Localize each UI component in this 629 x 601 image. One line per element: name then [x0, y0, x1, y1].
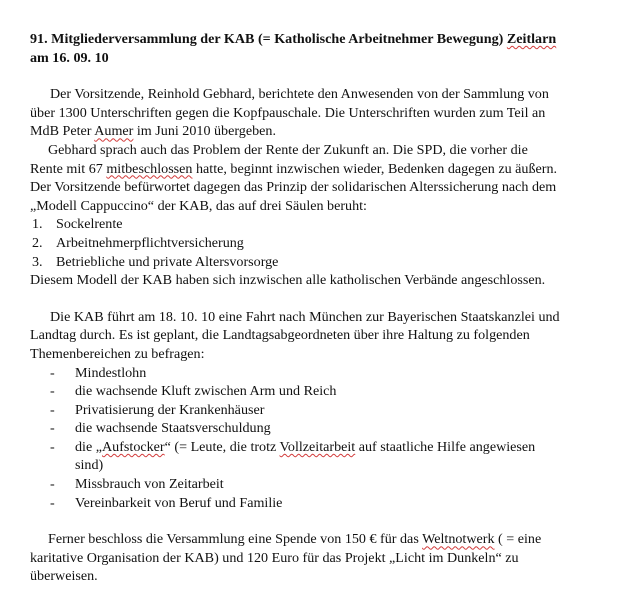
p4-line: überweisen.	[30, 568, 98, 585]
paragraph-trip	[30, 308, 599, 513]
p4-line: Ferner beschloss die Versammlung eine Spende von 150 € für das Weltnotwerk ( = eine	[48, 531, 542, 548]
list-item: - die „Aufstocker“ (= Leute, die trotz Vollzeitarbeit auf staatliche Hilfe angewiesen sind)	[50, 438, 536, 474]
p2-line: Rente mit 67 mitbeschlossen hatte, beginnt inzwischen wieder, Bedenken dagegen zu äußern.	[30, 160, 558, 177]
p2-line: „Modell Cappuccino“ der KAB, das auf drei Säulen beruht:	[30, 197, 367, 214]
list-item: - die wachsende Kluft zwischen Arm und Reich	[50, 383, 337, 400]
list-item: 2. Arbeitnehmerpflichtversicherung	[32, 234, 244, 251]
list-item: 1. Sockelrente	[32, 216, 123, 233]
list-item: - Vereinbarkeit von Beruf und Familie	[50, 494, 283, 511]
p2-line: Diesem Modell der KAB haben sich inzwischen alle katholischen Verbände angeschlossen.	[30, 272, 546, 289]
paragraph-pension	[30, 141, 599, 290]
word-aufstocker: Aufstocker	[102, 438, 165, 455]
p3-line: Themenbereichen zu befragen:	[30, 345, 205, 362]
spacer	[30, 290, 599, 308]
list-item: - Mindestlohn	[50, 364, 147, 381]
word-mitbeschlossen: mitbeschlossen	[106, 160, 193, 177]
name-aumer: Aumer	[94, 123, 134, 140]
p2-line: Gebhard sprach auch das Problem der Rente der Zukunft an. Die SPD, die vorher die	[48, 141, 528, 158]
list-item: - Privatisierung der Krankenhäuser	[50, 401, 265, 418]
document-date: am 16. 09. 10	[30, 49, 109, 66]
list-item: - Missbrauch von Zeitarbeit	[50, 476, 224, 493]
p1-line: über 1300 Unterschriften gegen die Kopfpauschale. Die Unterschriften wurden zum Teil an	[30, 104, 546, 121]
list-item: 3. Betriebliche und private Altersvorsorge	[32, 253, 279, 270]
p3-line: Die KAB führt am 18. 10. 10 eine Fahrt nach München zur Bayerischen Staatskanzlei und	[50, 308, 560, 325]
pillars-list	[30, 215, 599, 271]
word-vollzeitarbeit: Vollzeitarbeit	[279, 438, 356, 455]
p2-line: Der Vorsitzende befürwortet dagegen das Prinzip der solidarischen Alterssicherung nach dem	[30, 179, 557, 196]
p4-line: karitative Organisation der KAB) und 120 Euro für das Projekt „Licht im Dunkeln“ zu	[30, 549, 519, 566]
p3-line: Landtag durch. Es ist geplant, die Landtagsabgeordneten über ihre Haltung zu folgenden	[30, 327, 530, 344]
document-title	[30, 30, 599, 49]
list-item: - die wachsende Staatsverschuldung	[50, 420, 271, 437]
p1-line: Der Vorsitzende, Reinhold Gebhard, berichtete den Anwesenden von der Sammlung von	[50, 86, 549, 103]
title-text: 91. Mitgliederversammlung der KAB (= Katholische Arbeitnehmer Bewegung)	[30, 31, 507, 47]
p1-line: MdB Peter Aumer im Juni 2010 übergeben.	[30, 123, 276, 140]
title-place: Zeitlarn	[506, 31, 557, 47]
paragraph-donation	[30, 530, 599, 586]
paragraph-collection	[30, 85, 599, 141]
topics-list	[30, 364, 599, 513]
word-weltnotwerk: Weltnotwerk	[422, 531, 495, 548]
spacer	[30, 512, 599, 530]
